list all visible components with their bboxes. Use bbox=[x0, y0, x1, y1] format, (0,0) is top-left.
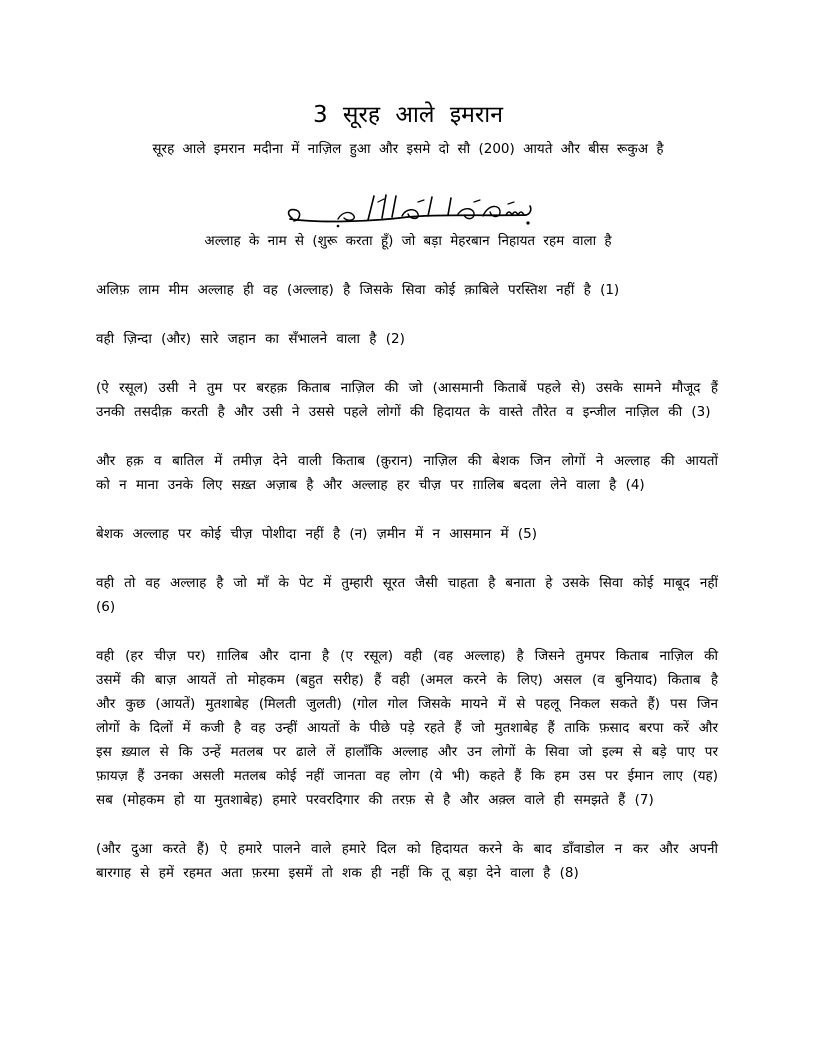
bismillah-calligraphy bbox=[0, 190, 816, 230]
basmala-translation: अल्लाह के नाम से (शुरू करता हूँ) जो बड़ा मेहरबान निहायत रहम वाला है bbox=[204, 233, 612, 249]
page-title: 3 सूरह आले इमरान bbox=[312, 102, 503, 128]
verse-1: अलिफ़ लाम मीम अल्लाह ही वह (अल्लाह) है जिसके सिवा कोई क़ाबिले परस्तिश नहीं है (1) bbox=[96, 282, 620, 298]
verse-2: वही ज़िन्दा (और) सारे जहान का सँभालने वाला है (2) bbox=[96, 331, 405, 347]
verse-7: वही (हर चीज़ पर) ग़ालिब और दाना है (ए रसूल) वही (वह अल्लाह) है जिसने तुमपर किताब नाज़िल की उसमें की बाज़ आयतें तो मोहकम (बहुत सरीह) हैं वही (अमल करने के लिए) असल (व बुनियाद) किताब है और कुछ (आयतें) मुतशाबेह (मिलती जुलती) (गोल गोल जिसके मायने में से पहलू निकल सकते हैं) पस जिन लोगों के दिलों में कजी है वह उन्हीं आयतों के पीछे पड़े रहते हैं जो मुतशाबेह हैं ताकि फ़साद बरपा करें और इस ख़्याल से कि उन्हें मतलब पर ढाले लें हालाँकि अल्लाह और उन लोगों के सिवा जो इल्म से बड़े पाए पर फ़ायज़ हैं उनका असली मतलब कोई नहीं जानता वह लोग (ये भी) कहते हैं कि हम उस पर ईमान लाए (यह) सब (मोहकम हो या मुतशाबेह) हमारे परवरदिगार की तरफ़ से है और अक़्ल वाले ही समझते हैं (7) bbox=[96, 648, 718, 808]
bismillah-calligraphy-image bbox=[278, 190, 538, 230]
verse-6: वही तो वह अल्लाह है जो माँ के पेट में तुम्हारी सूरत जैसी चाहता है बनाता हे उसके सिवा कोई माबूद नहीं (6) bbox=[96, 575, 718, 615]
verse-3: (ऐ रसूल) उसी ने तुम पर बरहक़ किताब नाज़िल की जो (आसमानी किताबें पहले से) उसके सामने मौजूद हैं उनकी तसदीक़ करती है और उसी ने उससे पहले लोगों की हिदायत के वास्ते तौरेत व इन्जील नाज़िल की (3) bbox=[96, 380, 718, 420]
verse-list bbox=[96, 278, 718, 910]
verse-4: और हक़ व बातिल में तमीज़ देने वाली किताब (क़ुरान) नाज़िल की बेशक जिन लोगों ने अल्लाह की आयतों को न माना उनके लिए सख़्त अज़ाब है और अल्लाह हर चीज़ पर ग़ालिब बदला लेने वाला है (4) bbox=[96, 453, 718, 493]
page-subtitle: सूरह आले इमरान मदीना में नाज़िल हुआ और इसमे दो सौ (200) आयते और बीस रूकुअ है bbox=[152, 141, 664, 157]
verse-5: बेशक अल्लाह पर कोई चीज़ पोशीदा नहीं है (न) ज़मीन में न आसमान में (5) bbox=[96, 526, 538, 542]
verse-8: (और दुआ करते हैं) ऐ हमारे पालने वाले हमारे दिल को हिदायत करने के बाद डाँवाडोल न कर और अपनी बारगाह से हमें रहमत अता फ़रमा इसमें तो शक ही नहीं कि तू बड़ा देने वाला है (8) bbox=[96, 841, 718, 881]
